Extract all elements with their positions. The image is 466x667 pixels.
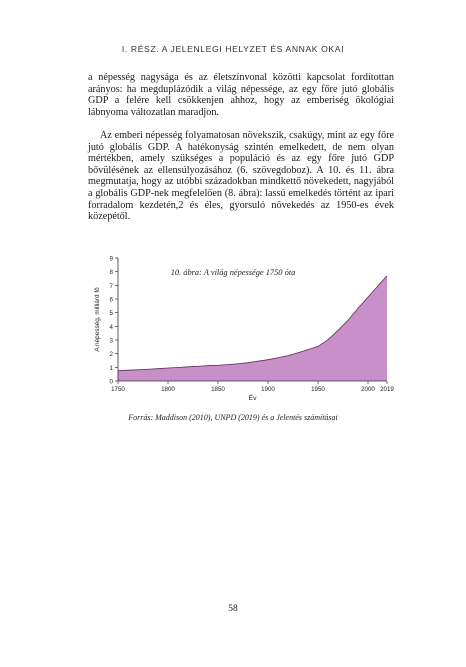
x-tick-label: 1900 <box>261 386 275 393</box>
figure-source: Forrás: Maddison (2010), UNPD (2019) és a Jelentés számításai <box>128 413 338 422</box>
y-tick-label: 4 <box>109 323 113 331</box>
x-tick-label: 1850 <box>211 386 225 393</box>
x-tick-label: 2000 <box>361 386 375 393</box>
y-tick-label: 1 <box>109 364 113 372</box>
population-chart <box>88 252 394 410</box>
y-tick-label: 8 <box>109 269 113 277</box>
y-axis-label: A népesség, milliárd fő <box>94 287 101 352</box>
population-area <box>118 276 387 381</box>
y-tick-label: 5 <box>109 310 113 318</box>
running-head: I. RÉSZ. A JELENLEGI HELYZET ÉS ANNAK OKAI <box>121 44 345 54</box>
y-tick-label: 2 <box>109 351 113 359</box>
y-tick-label: 9 <box>109 255 113 263</box>
x-tick-label: 1950 <box>311 386 325 393</box>
y-tick-label: 7 <box>109 282 113 290</box>
figure-caption: 10. ábra: A világ népessége 1750 óta <box>170 268 296 277</box>
paragraph-1: a népesség nagysága és az életszínvonal közötti kapcsolat fordítottan arányos: ha megduplázódik a világ népessége, az egy főre jutó globális GDP a felére kell csökkenjen ahhoz, hogy az emberiség ökológiai lábnyoma változatlan maradjon. <box>88 72 394 118</box>
x-tick-label: 2019 <box>380 386 394 393</box>
x-axis-label: Év <box>248 395 257 402</box>
y-tick-label: 3 <box>109 337 113 345</box>
x-tick-label: 1800 <box>161 386 175 393</box>
page-number: 58 <box>228 604 238 614</box>
x-tick-label: 1750 <box>111 386 125 393</box>
paragraph-2: Az emberi népesség folyamatosan növekszik, csakúgy, mint az egy főre jutó globális GDP. A hatékonyság szintén emelkedett, de nem olyan mértékben, amely szükséges a populáció és az egy főre jutó GDP bővülésének az ellensúlyozásához (6. szövegdoboz). A 10. és 11. ábra megmutatja, hogy az utóbbi századokban mindkettő növekedett, nagyjából a globális GDP-nek megfelelően (8. ábra): lassú emelkedés történt az ipari forradalom kezdetén,2 és éles, gyorsuló növekedés az 1950-es évek közepétől. <box>88 130 394 223</box>
y-tick-label: 6 <box>109 296 113 304</box>
y-tick-label: 0 <box>109 378 113 386</box>
